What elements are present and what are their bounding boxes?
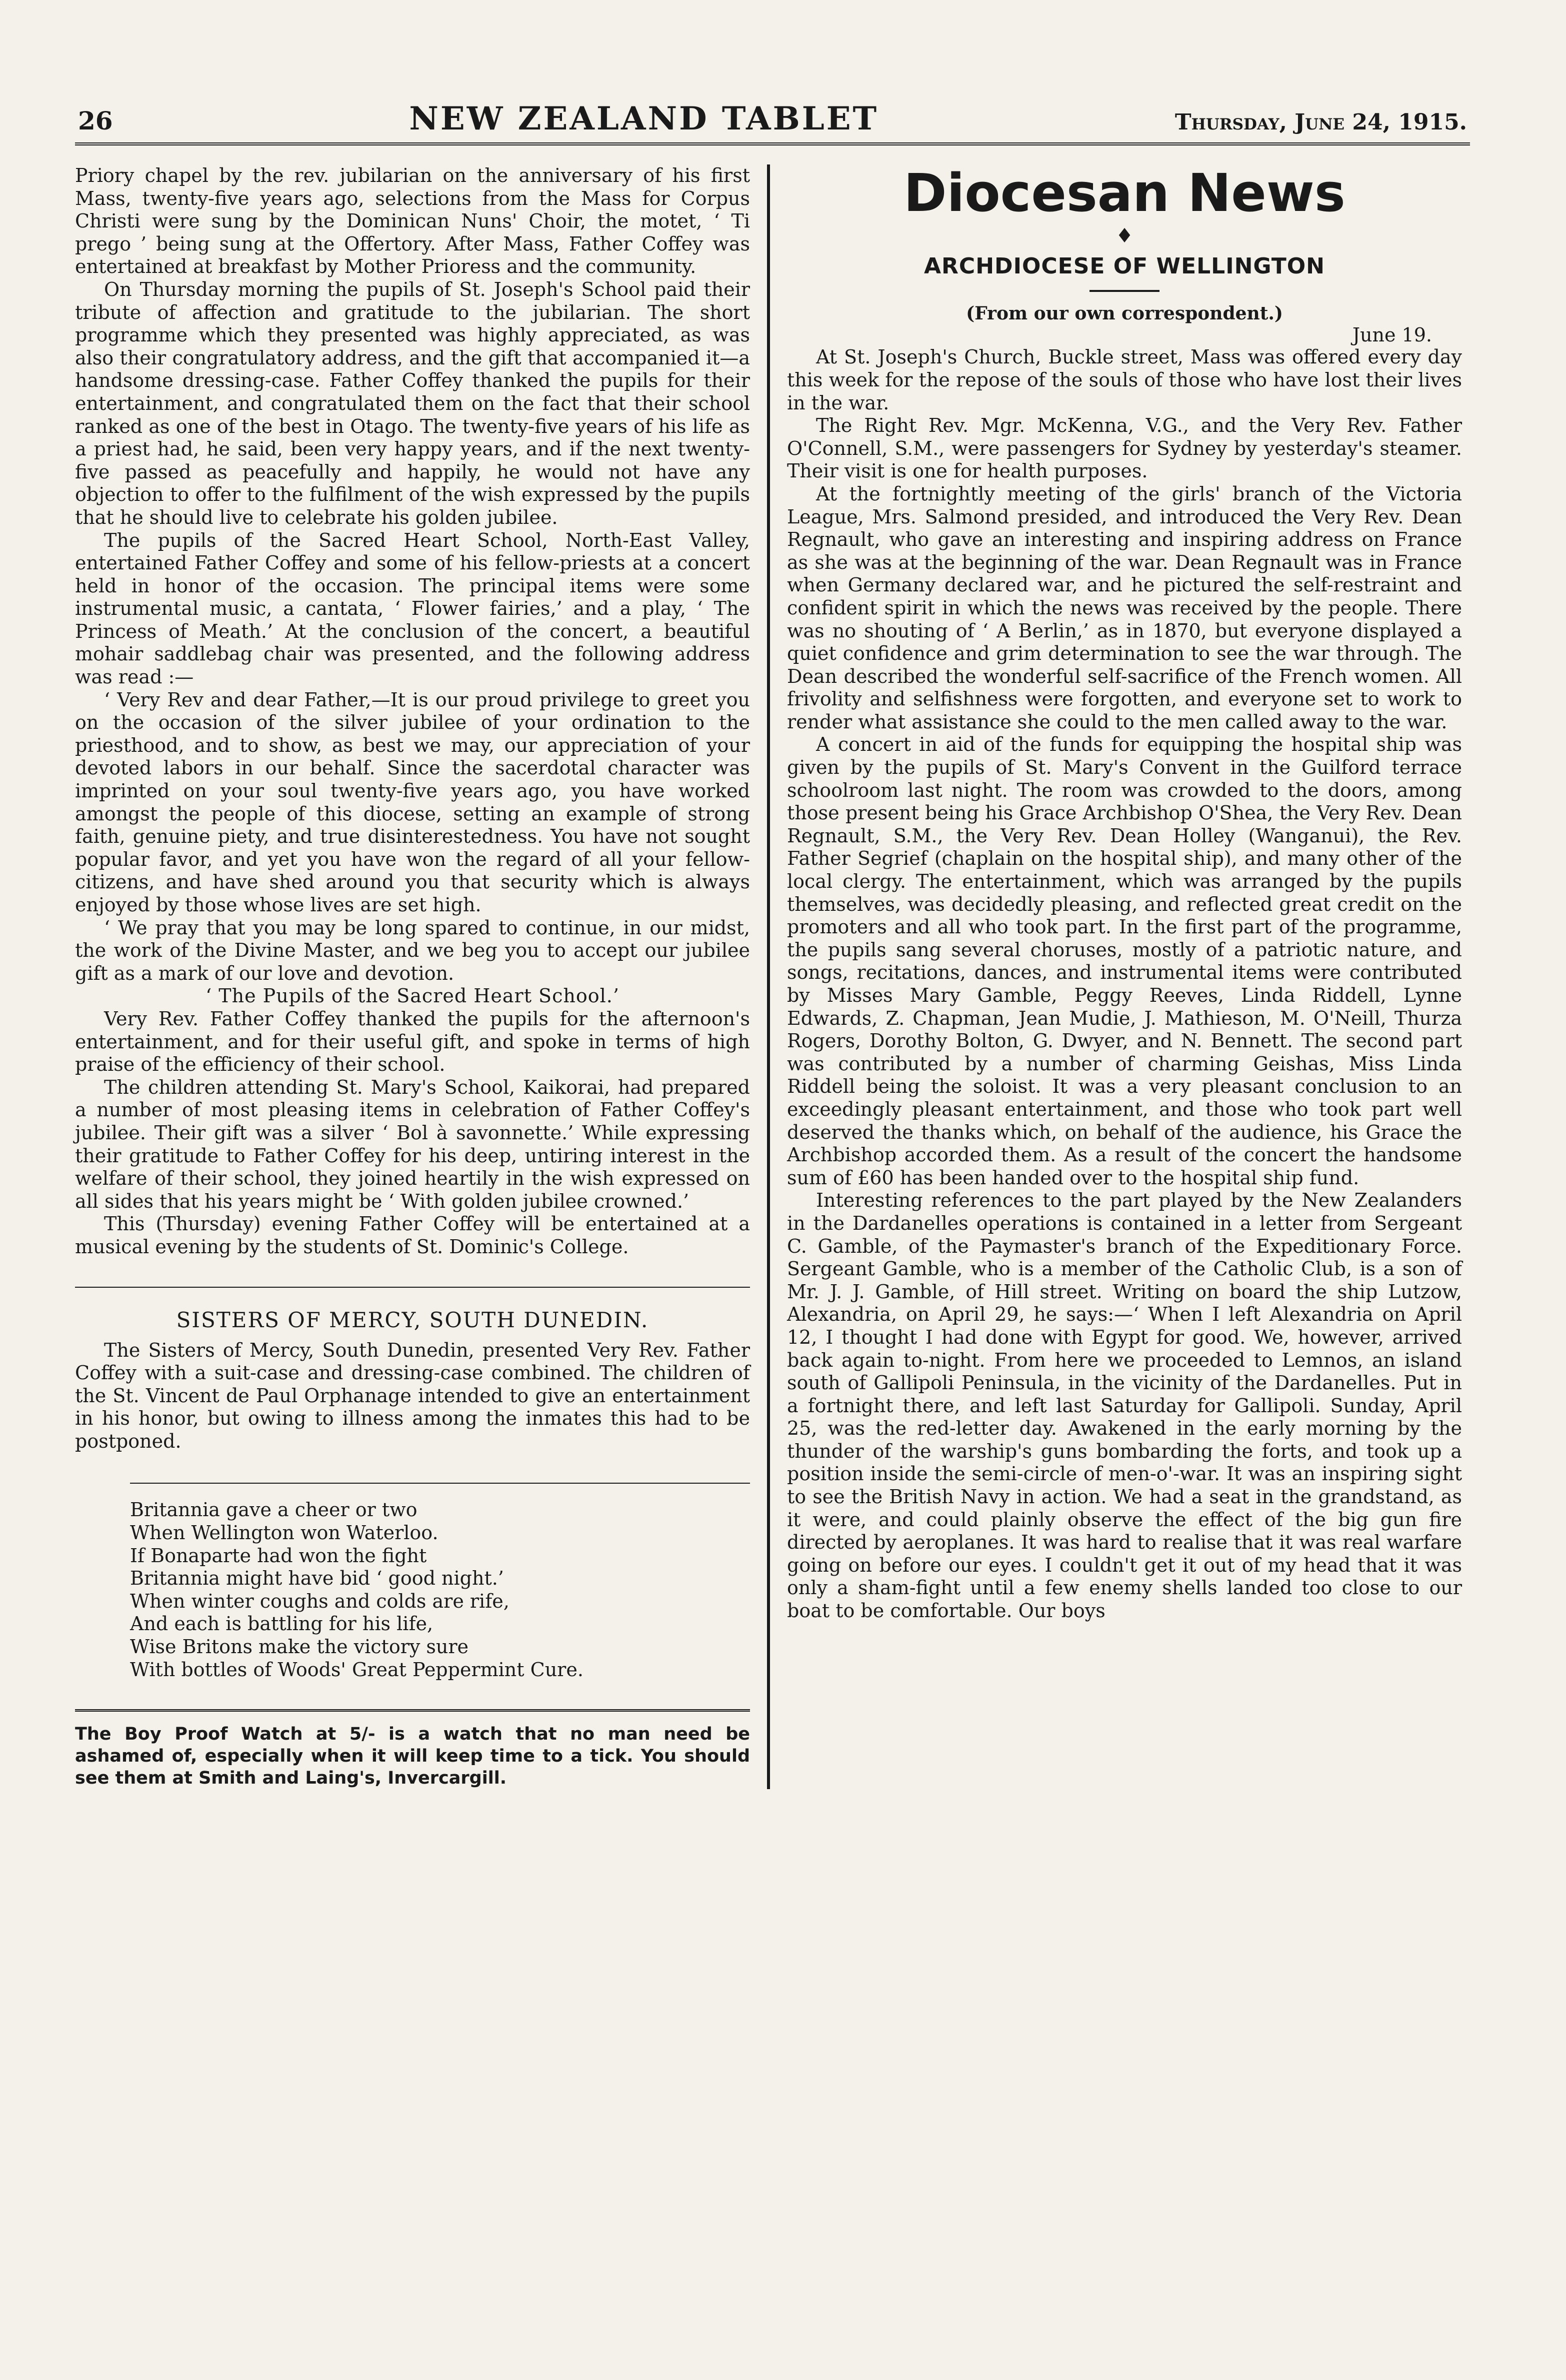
left-column — [75, 164, 767, 1789]
article-paragraph: The Right Rev. Mgr. McKenna, V.G., and the Very Rev. Father O'Connell, S.M., were passengers for Sydney by yesterday's steamer. Their visit is one for health purposes. — [787, 414, 1462, 482]
article-paragraph: Interesting references to the part played by the New Zealanders in the Dardanelles operations is contained in a letter from Sergeant C. Gamble, of the Paymaster's branch of the Expeditionary Force. Sergeant Gamble, who is a member of the Catholic Club, is a son of Mr. J. J. Gamble, of Hill street. Writing on board the ship Lutzow, Alexandria, on April 29, he says:—‘ When I left Alexandria on April 12, I thought I had done with Egypt for good. We, however, arrived back again to-night. From here we proceeded to Lemnos, an island south of Gallipoli Peninsula, in the vicinity of the Dardanelles. Put in a fortnight there, and left last Saturday for Gallipoli. Sunday, April 25, was the red-letter day. Awakened in the early morning by the thunder of the warship's guns bombarding the forts, and took up a position inside the semi-circle of men-o'-war. It was an inspiring sight to see the British Navy in action. We had a seat in the grandstand, as it were, and could plainly observe the effect of the big gun fire directed by aeroplanes. It was hard to realise that it was real warfare going on before our eyes. I couldn't get it out of my head that it was only a sham-fight until a few enemy shells landed too close to our boat to be comfortable. Our boys — [787, 1189, 1462, 1622]
poem-line: Britannia might have bid ‘ good night.’ — [130, 1567, 504, 1590]
page-number: 26 — [78, 106, 113, 135]
issue-date: Thursday, June 24, 1915. — [1174, 109, 1467, 135]
newspaper-page — [75, 100, 1470, 1789]
correspondent-line: (From our own correspondent.) — [966, 303, 1283, 324]
diamond-ornament-icon: ♦ — [1116, 224, 1134, 248]
poem-line: When winter coughs and colds are rife, — [130, 1590, 510, 1612]
dateline: June 19. — [1352, 324, 1432, 346]
right-column — [770, 164, 1462, 1789]
address-paragraph: ‘ We pray that you may be long spared to continue, in our midst, the work of the Divine Master, and we beg you to accept our jubilee gift as a mark of our love and devotion. — [75, 916, 750, 984]
article-paragraph: Very Rev. Father Coffey thanked the pupils for the afternoon's entertainment, and for their useful gift, and spoke in terms of high praise of the efficiency of their school. — [75, 1007, 750, 1076]
article-paragraph: At the fortnightly meeting of the girls' branch of the Victoria League, Mrs. Salmond presided, and introduced the Very Rev. Dean Regnault, who gave an interesting and inspiring address on France as she was at the beginning of the war. Dean Regnault was in France when Germany declared war, and he pictured the self-restraint and confident spirit in which the news was received by the people. There was no shouting of ‘ A Berlin,’ as in 1870, but everyone displayed a quiet confidence and grim determination to see the war through. The Dean described the wonderful self-sacrifice of the French women. All frivolity and selfishness were forgotten, and everyone set to work to render what assistance she could to the men called away to the war. — [787, 482, 1462, 733]
watch-advert: The Boy Proof Watch at 5/- is a watch that no man need be ashamed of, especially when it will keep time to a tick. You should see them at Smith and Laing's, Invercargill. — [75, 1709, 750, 1789]
article-paragraph: Priory chapel by the rev. jubilarian on the anniversary of his first Mass, twenty-five years ago, selections from the Mass for Corpus Christi were sung by the Dominican Nuns' Choir, the motet, ‘ Ti prego ’ being sung at the Offertory. After Mass, Father Coffey was entertained at breakfast by Mother Prioress and the community. — [75, 164, 750, 278]
poem-line: If Bonaparte had won the fight — [130, 1544, 427, 1567]
poem-line: When Wellington won Waterloo. — [130, 1522, 438, 1544]
article-paragraph: The pupils of the Sacred Heart School, North-East Valley, entertained Father Coffey and some of his fellow-priests at a concert held in honor of the occasion. The principal items were some instrumental music, a cantata, ‘ Flower fairies,’ and a play, ‘ The Princess of Meath.’ At the conclusion of the concert, a beautiful mohair saddlebag chair was presented, and the following address was read :— — [75, 529, 750, 688]
columns — [75, 164, 1470, 1789]
article-paragraph: A concert in aid of the funds for equipping the hospital ship was given by the pupils of St. Mary's Convent in the Guilford terrace schoolroom last night. The room was crowded to the doors, among those present being his Grace Archbishop O'Shea, the Very Rev. Dean Regnault, S.M., the Very Rev. Dean Holley (Wanganui), the Rev. Father Segrief (chaplain on the hospital ship), and many other of the local clergy. The entertainment, which was arranged by the pupils themselves, was decidedly pleasing, and reflected great credit on the promoters and all who took part. In the first part of the programme, the pupils sang several choruses, mostly of a patriotic nature, and songs, recitations, dances, and instrumental items were contributed by Misses Mary Gamble, Peggy Reeves, Linda Riddell, Lynne Edwards, Z. Chapman, Jean Mudie, J. Mathieson, M. O'Neill, Thurza Rogers, Dorothy Bolton, G. Dwyer, and N. Bennett. The second part was contributed by a number of charming Geishas, Miss Linda Riddell being the soloist. It was a very pleasant conclusion to an exceedingly pleasant entertainment, and those who took part well deserved the thanks which, on behalf of the audience, his Grace the Archbishop accorded them. As a result of the concert the handsome sum of £60 has been handed over to the hospital ship fund. — [787, 733, 1462, 1189]
masthead: NEW ZEALAND TABLET — [409, 100, 879, 137]
article-paragraph: The Sisters of Mercy, South Dunedin, presented Very Rev. Father Coffey with a suit-case and dressing-case combined. The children of the St. Vincent de Paul Orphanage intended to give an entertainment in his honor, but owing to illness among the inmates this had to be postponed. — [75, 1339, 750, 1452]
address-paragraph: ‘ Very Rev and dear Father,—It is our proud privilege to greet you on the occasion of the silver jubilee of your ordination to the priesthood, and to show, as best we may, our appreciation of your devoted labors in our behalf. Since the sacerdotal character was imprinted on your soul twenty-five years ago, you have worked amongst the people of this diocese, setting an example of strong faith, genuine piety, and true disinterestedness. You have not sought popular favor, and yet you have won the regard of all your fellow-citizens, and have shed around you that security which is always enjoyed by those whose lives are set high. — [75, 688, 750, 916]
advert-poem — [130, 1483, 750, 1681]
poem-line: Wise Britons make the victory sure — [130, 1636, 469, 1658]
address-signature: ‘ The Pupils of the Sacred Heart School.’ — [206, 985, 620, 1007]
article-paragraph: At St. Joseph's Church, Buckle street, Mass was offered every day this week for the repose of the souls of those who have lost their lives in the war. — [787, 346, 1462, 414]
article-paragraph: This (Thursday) evening Father Coffey will be entertained at a musical evening by the students of St. Dominic's College. — [75, 1213, 750, 1258]
poem-line: With bottles of Woods' Great Peppermint Cure. — [130, 1658, 584, 1681]
article-paragraph: On Thursday morning the pupils of St. Joseph's School paid their tribute of affection and gratitude to the jubilarian. The short programme which they presented was highly appreciated, as was also their congratulatory address, and the gift that accompanied it—a handsome dressing-case. Father Coffey thanked the pupils for their entertainment, and congratulated them on the fact that their school ranked as one of the best in Otago. The twenty-five years of his life as a priest had, he said, been very happy years, and if the next twenty-five passed as peacefully and happily, he would not have any objection to offer to the fulfilment of the wish expressed by the pupils that he should live to celebrate his golden jubilee. — [75, 278, 750, 528]
archdiocese-heading: ARCHDIOCESE OF WELLINGTON — [924, 253, 1325, 279]
short-divider — [1090, 290, 1160, 292]
section-title: Diocesan News — [904, 162, 1346, 223]
article-paragraph: The children attending St. Mary's School, Kaikorai, had prepared a number of most pleasing items in celebration of Father Coffey's jubilee. Their gift was a silver ‘ Bol à savonnette.’ While expressing their gratitude to Father Coffey for his deep, untiring interest in the welfare of their school, they joined heartily in the wish expressed on all sides that his years might be ‘ With golden jubilee crowned.’ — [75, 1076, 750, 1212]
section-heading: SISTERS OF MERCY, SOUTH DUNEDIN. — [75, 1287, 750, 1332]
poem-line: And each is battling for his life, — [130, 1613, 434, 1635]
poem-line: Britannia gave a cheer or two — [130, 1499, 418, 1521]
page-header — [75, 100, 1470, 145]
